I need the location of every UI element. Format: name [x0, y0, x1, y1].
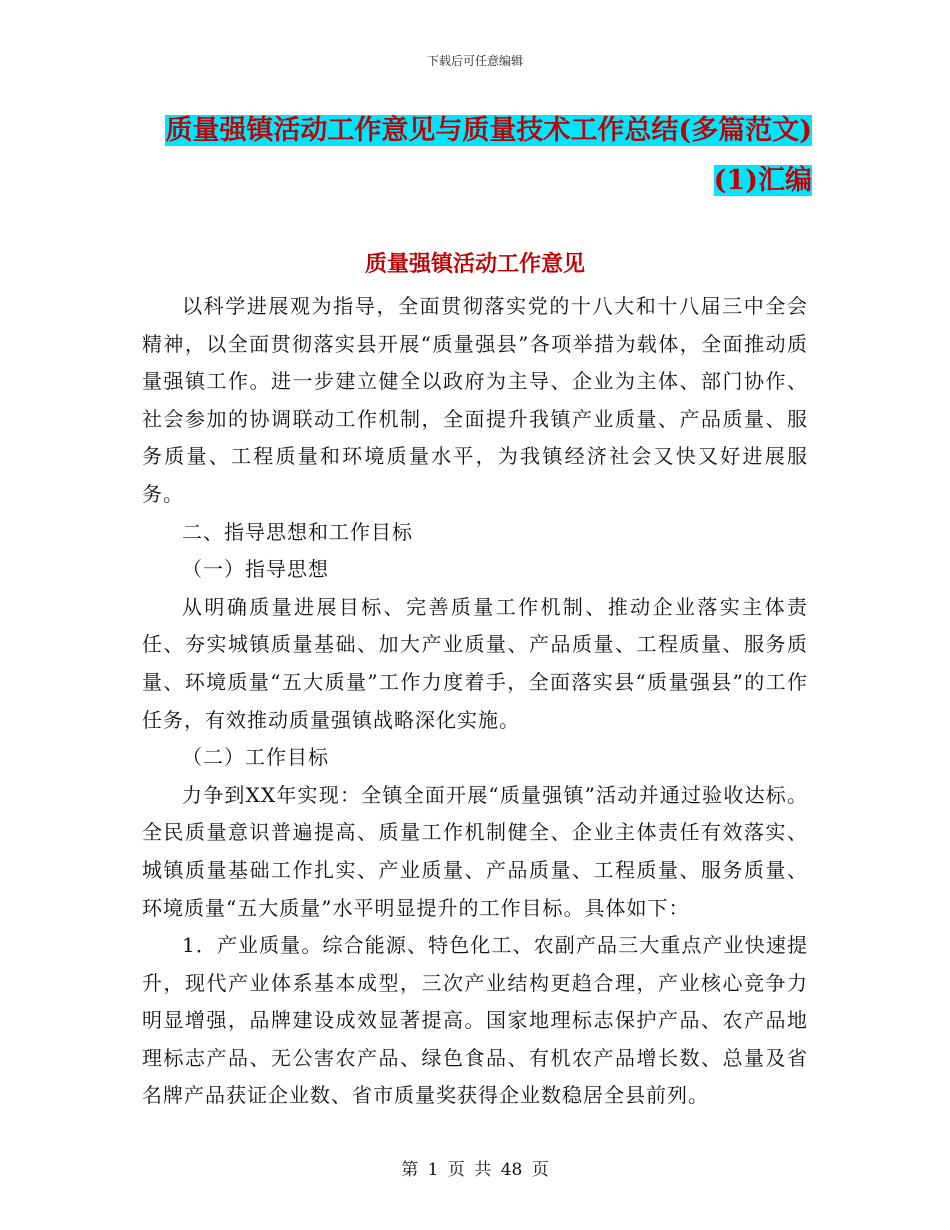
document-body: [142, 288, 808, 1115]
paragraph-guiding-ideology: 从明确质量进展目标、完善质量工作机制、推动企业落实主体责任、夯实城镇质量基础、加大产业质量、产品质量、工程质量、服务质量、环境质量“五大质量”工作力度着手，全面落实县“质量强县”的工作任务，有效推动质量强镇战略深化实施。: [142, 594, 808, 732]
paragraph-work-goals: 力争到XX年实现：全镇全面开展“质量强镇”活动并通过验收达标。全民质量意识普遍提高、质量工作机制健全、企业主体责任有效落实、城镇质量基础工作扎实、产业质量、产品质量、工程质量、服务质量、环境质量“五大质量”水平明显提升的工作目标。具体如下：: [142, 782, 808, 920]
page-footer: 第 1 页 共 48 页: [401, 1160, 549, 1180]
heading-guiding-ideology-and-goals: 二、指导思想和工作目标: [182, 519, 413, 544]
heading-work-goals: （二）工作目标: [182, 745, 329, 770]
paragraph-intro: 以科学进展观为指导，全面贯彻落实党的十八大和十八届三中全会精神，以全面贯彻落实县开展“质量强县”各项举措为载体，全面推动质量强镇工作。进一步建立健全以政府为主导、企业为主体、部门协作、社会参加的协调联动工作机制，全面提升我镇产业质量、产品质量、服务质量、工程质量和环境质量水平，为我镇经济社会又快又好进展服务。: [142, 294, 808, 506]
page-header: 下载后可任意编辑: [426, 54, 523, 68]
document-title-text: 质量强镇活动工作意见与质量技术工作总结(多篇范文)(1)汇编: [165, 115, 812, 196]
heading-guiding-ideology: （一）指导思想: [182, 557, 329, 582]
section-title: 质量强镇活动工作意见: [364, 251, 585, 277]
paragraph-industry-quality: 1．产业质量。综合能源、特色化工、农副产品三大重点产业快速提升，现代产业体系基本成型，三次产业结构更趋合理，产业核心竞争力明显增强，品牌建设成效显著提高。国家地理标志保护产品、农产品地理标志产品、无公害农产品、绿色食品、有机农产品增长数、总量及省名牌产品获证企业数、省市质量奖获得企业数稳居全县前列。: [142, 933, 808, 1108]
document-title: [142, 106, 812, 206]
